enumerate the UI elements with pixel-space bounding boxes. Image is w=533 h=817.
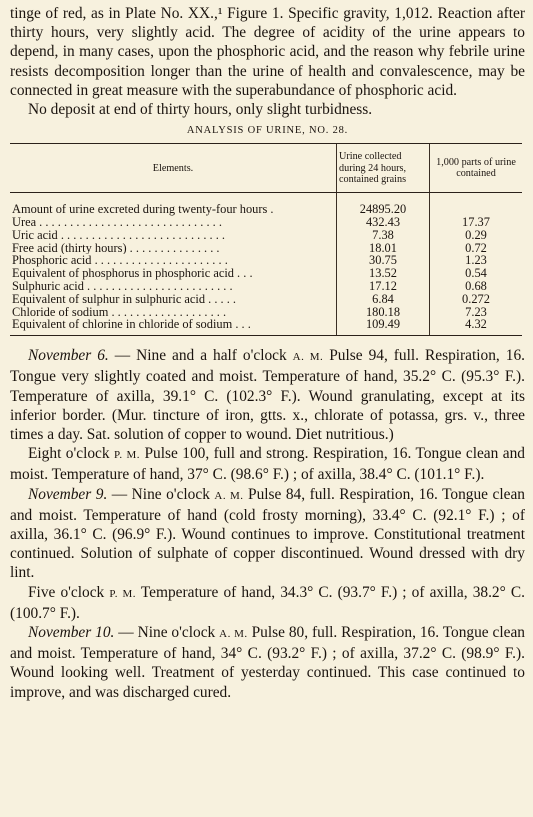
grains-value: 6.84 <box>337 293 430 306</box>
table-row <box>10 242 522 255</box>
entry-november-10 <box>10 623 525 702</box>
per-thousand-value: 0.54 <box>430 267 523 280</box>
intro-line-2: Reaction after thirty hours, very slightly acid. The degree of acidity of the urine appears to depend, in many cases, upon the phosphoric acid, and the reason why febrile urine resists decomposition longer than the urine of health and convalescence, may be connected in great measure with the superabundance of phosphoric acid. <box>10 5 525 99</box>
table-row <box>10 229 522 242</box>
entry-time: A. M. <box>219 628 248 641</box>
grains-value: 24895.20 <box>337 203 430 216</box>
grains-value: 30.75 <box>337 254 430 267</box>
entry-text-before: — Nine and a half o'clock <box>108 347 293 365</box>
table-row <box>10 203 522 216</box>
entry-november-9 <box>10 485 525 583</box>
per-thousand-value: 0.72 <box>430 242 523 255</box>
entry-date: November 9. <box>28 485 108 503</box>
entry-date: November 6. <box>28 347 109 365</box>
per-thousand-value: 0.29 <box>430 229 523 242</box>
header-collected: Urine collected during 24 hours, contained grains <box>337 144 430 193</box>
table-row <box>10 216 522 229</box>
entry-text-before: Five o'clock <box>28 583 110 601</box>
grains-value: 7.38 <box>337 229 430 242</box>
entry-time: A. M. <box>214 489 244 502</box>
per-thousand-value: 4.32 <box>430 318 523 335</box>
per-thousand-value: 17.37 <box>430 216 523 229</box>
grains-value: 17.12 <box>337 280 430 293</box>
grains-value: 180.18 <box>337 306 430 319</box>
entry-text-before: — Nine o'clock <box>114 624 220 642</box>
per-thousand-value: 1.23 <box>430 254 523 267</box>
per-thousand-value: 0.272 <box>430 293 523 306</box>
entry-text: Pulse 84, full. Respiration, 16. Tongue clean and moist. Temperature of hand (cold frosty morning), 33.4° C. (92.1° F.) ; of axilla, 36.1° C. (96.9° F.). Wound continues to improve. Constitutional treatment continued. Solution of sulphate of copper discontinued. Wound dressed with dry lint. <box>10 485 525 582</box>
table-spacer-row <box>10 193 522 204</box>
intro-paragraph <box>10 0 525 100</box>
element-name: Amount of urine excreted during twenty-four hours . <box>12 203 274 217</box>
entry-text: Pulse 100, full and strong. Respiration, 16. Tongue clean and moist. Temperature of hand, 37° C. (98.6° F.) ; of axilla, 38.4° C. (101.1° F.). <box>10 445 525 484</box>
header-elements: Elements. <box>10 144 337 193</box>
element-name: Free acid (thirty hours) . . . . . . . . . . . . . . . <box>12 241 220 255</box>
entry-time: P. M. <box>109 587 137 600</box>
entry-time: P. M. <box>114 449 141 462</box>
table-row <box>10 280 522 293</box>
entry-evening-6 <box>10 444 525 484</box>
entry-date: November 10. <box>28 624 115 642</box>
entry-november-6 <box>10 346 525 444</box>
element-name: Chloride of sodium . . . . . . . . . . . . . . . . . . . <box>12 305 227 319</box>
element-name: Urea . . . . . . . . . . . . . . . . . . . . . . . . . . . . . . <box>12 216 222 229</box>
entry-text: Pulse 80, full. Respiration, 16. Tongue clean and moist. Temperature of hand, 34° C. (93.2° F.) ; of axilla, 37.2° C. (98.9° F.). Wound looking well. Treatment of yesterday continued. This case continued to improve, and was discharged cured. <box>10 624 526 701</box>
per-thousand-value: 7.23 <box>430 306 523 319</box>
grains-value: 109.49 <box>337 318 430 335</box>
analysis-table <box>10 143 522 336</box>
table-gap <box>10 336 525 346</box>
table-row <box>10 254 522 267</box>
deposit-paragraph: No deposit at end of thirty hours, only slight turbidness. <box>28 101 373 119</box>
grains-value: 18.01 <box>337 242 430 255</box>
element-name: Sulphuric acid . . . . . . . . . . . . . . . . . . . . . . . . <box>12 280 233 293</box>
entry-evening-9 <box>10 583 525 623</box>
grains-value: 13.52 <box>337 267 430 280</box>
header-per-thousand: 1,000 parts of urine contained <box>430 144 523 193</box>
element-name: Equivalent of chlorine in chloride of sodium . . . <box>10 318 337 335</box>
element-name: Equivalent of sulphur in sulphuric acid . . . . . <box>12 292 237 306</box>
entry-text: Temperature of hand, 34.3° C. (93.7° F.) ; of axilla, 38.2° C. (100.7° F.). <box>10 583 525 622</box>
table-row <box>10 293 522 306</box>
entry-text-before: — Nine o'clock <box>107 485 215 503</box>
table-row <box>10 267 522 280</box>
table-row <box>10 318 522 335</box>
entry-time: A. M. <box>292 351 324 364</box>
element-name: Phosphoric acid . . . . . . . . . . . . . . . . . . . . . . <box>12 254 228 268</box>
intro-line-1: tinge of red, as in Plate No. XX.,¹ Figure 1. Specific gravity, 1,012. <box>10 5 433 22</box>
per-thousand-value: 0.68 <box>430 280 523 293</box>
element-name: Equivalent of phosphorus in phosphoric acid . . . <box>12 267 253 280</box>
entry-text: Pulse 94, full. Respiration, 16. Tongue very slightly coated and moist. Temperature of hand, 35.2° C. (95.3° F.). Temperature of axilla, 39.1° C. (102.3° F.). Wound granulating, except at its inferior border. (Mur. tincture of iron, gtts. x., chlorate of potassa, grs. v., three times a day. Sat. solution of copper to wound. Diet nutritious.) <box>10 347 525 443</box>
grains-value: 432.43 <box>337 216 430 229</box>
table-title: ANALYSIS OF URINE, NO. 28. <box>186 125 349 137</box>
entry-text-before: Eight o'clock <box>28 445 115 463</box>
table-row <box>10 306 522 319</box>
element-name: Uric acid . . . . . . . . . . . . . . . . . . . . . . . . . . . <box>12 228 226 242</box>
table-header-row <box>10 144 522 193</box>
